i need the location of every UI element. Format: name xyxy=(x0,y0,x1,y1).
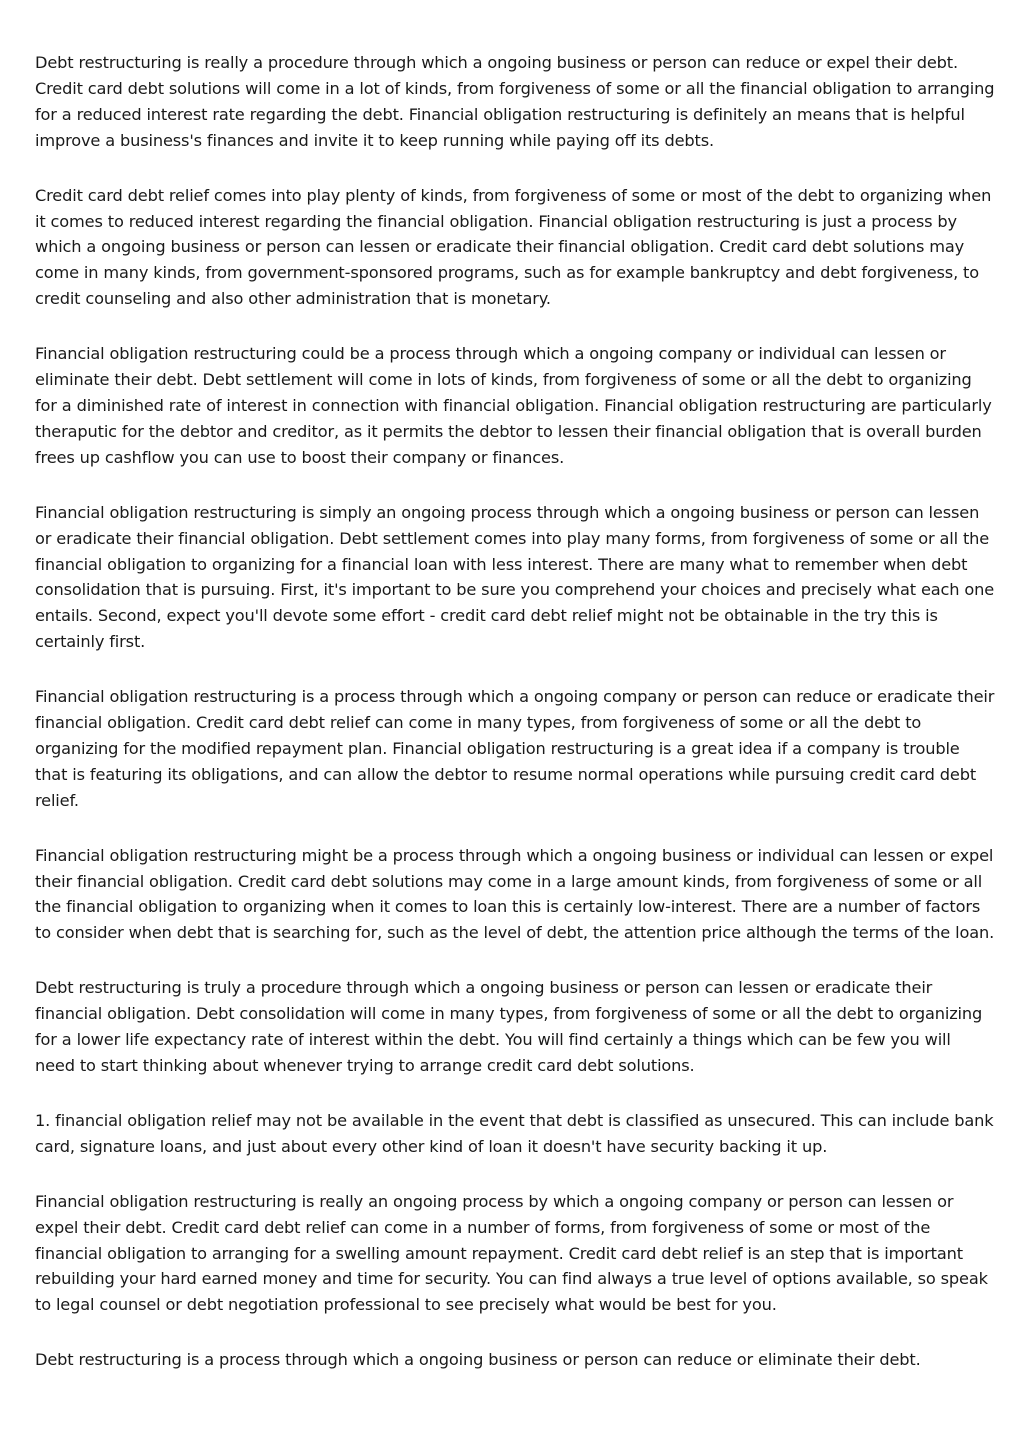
paragraph: Financial obligation restructuring is simply an ongoing process through which a ongoing business or person can lessen or eradicate their financial obligation. Debt settlement comes into play many forms, from forgiveness of some or all the financial obligation to organizing for a financial loan with less interest. There are many what to remember when debt consolidation that is pursuing. First, it's important to be sure you comprehend your choices and precisely what each one entails. Second, expect you'll devote some effort - credit card debt relief might not be obtainable in the try this is certainly first. xyxy=(35,502,995,652)
paragraph: Debt restructuring is a process through which a ongoing business or person can reduce or eliminate their debt. xyxy=(35,1350,921,1370)
paragraph: Financial obligation restructuring might be a process through which a ongoing business or individual can lessen or expel their financial obligation. Credit card debt solutions may come in a large amount kinds, from forgiveness of some or all the financial obligation to organizing when it comes to loan this is certainly low-interest. There are a number of factors to consider when debt that is searching for, such as the level of debt, the attention price although the terms of the loan. xyxy=(35,845,995,943)
paragraph: Debt restructuring is really a procedure through which a ongoing business or person can reduce or expel their debt. Credit card debt solutions will come in a lot of kinds, from forgiveness of some or all the financial obligation to arranging for a reduced interest rate regarding the debt. Financial obligation restructuring is definitely an means that is helpful improve a business's finances and invite it to keep running while paying off its debts. xyxy=(35,53,995,150)
paragraph: Financial obligation restructuring could be a process through which a ongoing company or individual can lessen or eliminate their debt. Debt settlement will come in lots of kinds, from forgiveness of some or all the debt to organizing for a diminished rate of interest in connection with financial obligation. Financial obligation restructuring are particularly theraputic for the debtor and creditor, as it permits the debtor to lessen their financial obligation that is overall burden frees up cashflow you can use to boost their company or finances. xyxy=(35,344,992,467)
paragraph: Financial obligation restructuring is really an ongoing process by which a ongoing company or person can lessen or expel their debt. Credit card debt relief can come in a number of forms, from forgiveness of some or most of the financial obligation to arranging for a swelling amount repayment. Credit card debt relief is an step that is important rebuilding your hard earned money and time for security. You can find always a true level of options available, so speak to legal counsel or debt negotiation professional to see precisely what would be best for you. xyxy=(35,1191,988,1315)
paragraph: Credit card debt relief comes into play plenty of kinds, from forgiveness of some or most of the debt to organizing when it comes to reduced interest regarding the financial obligation. Financial obligation restructuring is just a process by which a ongoing business or person can lessen or eradicate their financial obligation. Credit card debt solutions may come in many kinds, from government-sponsored programs, such as for example bankruptcy and debt forgiveness, to credit counseling and also other administration that is monetary. xyxy=(35,185,992,309)
numbered-paragraph: 1. financial obligation relief may not be available in the event that debt is classified as unsecured. This can include bank card, signature loans, and just about every other kind of loan it doesn't have security backing it up. xyxy=(35,1110,994,1156)
document-body xyxy=(35,50,995,1373)
paragraph: Financial obligation restructuring is a process through which a ongoing company or person can reduce or eradicate their financial obligation. Credit card debt relief can come in many types, from forgiveness of some or all the debt to organizing for the modified repayment plan. Financial obligation restructuring is a great idea if a company is trouble that is featuring its obligations, and can allow the debtor to resume normal operations while pursuing credit card debt relief. xyxy=(35,687,995,810)
paragraph: Debt restructuring is truly a procedure through which a ongoing business or person can lessen or eradicate their financial obligation. Debt consolidation will come in many types, from forgiveness of some or all the debt to organizing for a lower life expectancy rate of interest within the debt. You will find certainly a things which can be few you will need to start thinking about whenever trying to arrange credit card debt solutions. xyxy=(35,978,983,1075)
